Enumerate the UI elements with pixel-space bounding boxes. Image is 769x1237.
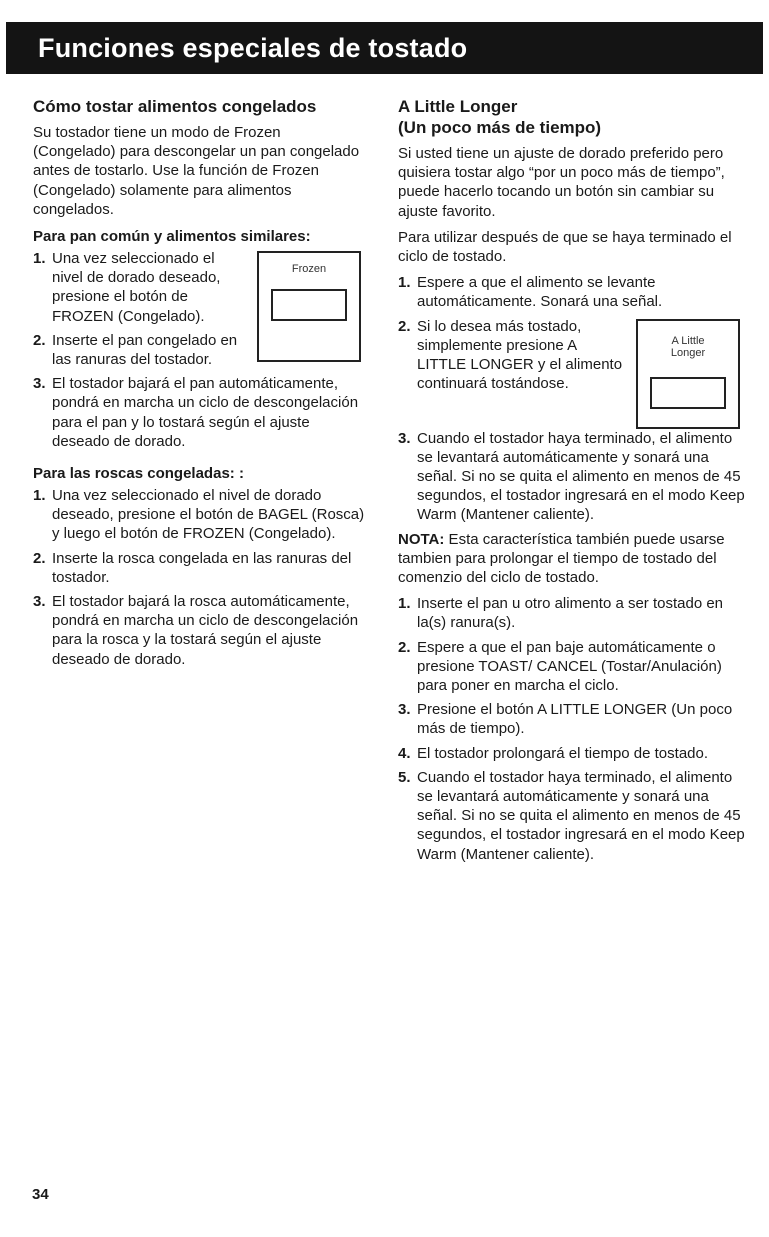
frozen-intro: Su tostador tiene un modo de Frozen (Congelado) para descongelar un pan congelado antes de tostarlo. Use la función de Frozen (Congelado) solamente para alimentos congelados. [33,124,360,218]
page-number: 34 [32,1186,49,1203]
bread-steps-list [33,249,365,451]
longer-intro: Si usted tiene un ajuste de dorado preferido pero quisiera tostar algo “por un poco más de tiempo”, puede hacerlo tocando un botón sin cambiar su ajuste favorito. [398,145,725,220]
list-item: 1. Espere a que el alimento se levante automáticamente. Sonará una señal. [398,274,663,311]
bagel-steps-list [33,486,365,669]
list-item: 3. El tostador bajará el pan automáticamente, pondrá en marcha un ciclo de descongelación para el pan y lo tostará según el ajuste deseado de dorado. [33,375,359,450]
list-item: 3. Presione el botón A LITTLE LONGER (Un poco más de tiempo). [398,701,733,738]
list-item: 2. Espere a que el pan baje automáticamente o presione TOAST/ CANCEL (Tostar/Anulación) para poner en marcha el ciclo. [398,638,722,695]
right-column [398,96,746,869]
longer-start-steps-list [398,594,746,864]
longer-heading-spanish: (Un poco más de tiempo) [398,118,602,137]
longer-steps-list [398,273,746,524]
list-item: 5. Cuando el tostador haya terminado, el alimento se levantará automáticamente y sonará una señal. Si no se quita el alimento en menos de 45 segundos, el tostador ingresará en el modo Keep Warm (Mantener caliente). [398,768,745,863]
list-item: 2. Inserte la rosca congelada en las ranuras del tostador. [33,549,352,586]
page-title: Funciones especiales de tostado [38,33,468,63]
a-little-longer-button-icon [650,377,726,409]
longer-usage: Para utilizar después de que se haya terminado el ciclo de tostado. [398,228,732,266]
section-header-bar [6,22,763,74]
note-paragraph [398,530,746,588]
note-label: NOTA: [398,530,445,548]
left-column [33,96,365,674]
frozen-section-heading: Cómo tostar alimentos congelados [33,97,317,116]
list-item: A Little Longer 2. Si lo desea más tostado, simplemente presione A LITTLE LONGER y el alimento continuará tostándose. [398,317,746,394]
list-item: 1. Una vez seleccionado el nivel de dorado deseado, presione el botón de FROZEN (Congelado). [33,250,221,325]
list-item: 3. Cuando el tostador haya terminado, el alimento se levantará automáticamente y sonará una señal. Si no se quita el alimento en menos de 45 segundos, el tostador ingresará en el modo Keep Warm (Mantener caliente). [398,429,745,524]
a-little-longer-button-illustration [636,319,740,429]
list-item: 3. El tostador bajará la rosca automáticamente, pondrá en marcha un ciclo de descongelación para la rosca y la tostará según el ajuste deseado de dorado. [33,593,359,668]
bread-subheading: Para pan común y alimentos similares: [33,228,311,246]
a-little-longer-button-label: A Little Longer [670,334,706,359]
note-text: Esta característica también puede usarse tambien para prolongar el tiempo de tostado del comenzio del ciclo de tostado. [398,530,725,587]
list-item: 1. Una vez seleccionado el nivel de dorado deseado, presione el botón de BAGEL (Rosca) y luego el botón de FROZEN (Congelado). [33,487,365,543]
list-item: 1. Inserte el pan u otro alimento a ser tostado en la(s) ranura(s). [398,595,724,632]
bagel-subheading: Para las roscas congeladas: : [33,465,244,483]
list-item: 4. El tostador prolongará el tiempo de tostado. [398,744,709,762]
list-item: 2. Inserte el pan congelado en las ranuras del tostador. [33,331,238,369]
frozen-button-label: Frozen [291,263,327,276]
longer-heading: A Little Longer [398,97,518,116]
